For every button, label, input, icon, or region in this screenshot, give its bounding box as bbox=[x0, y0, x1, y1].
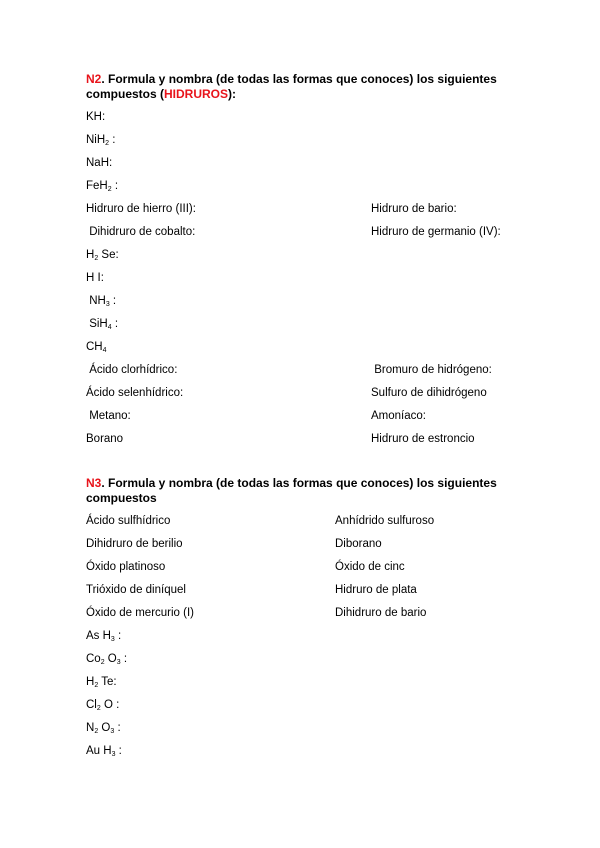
item-sulfuro-dihidrogeno: Sulfuro de dihidrógeno bbox=[371, 387, 487, 399]
item-feh2: FeH$_2$ : bbox=[86, 180, 119, 193]
n2-heading-line1 bbox=[86, 72, 497, 87]
item-kh: KH: bbox=[86, 111, 106, 123]
item-acido-selenhidrico: Ácido selenhídrico: bbox=[86, 387, 184, 399]
item-hidruro-estroncio: Hidruro de estroncio bbox=[371, 433, 475, 445]
item-nh3: $NH_3$ : bbox=[86, 295, 117, 308]
item-dihidruro-bario: Dihidruro de bario bbox=[335, 607, 427, 619]
item-dihidruro-cobalto: Dihidruro de cobalto: bbox=[86, 226, 196, 238]
item-h2te: $H_2$ Te: bbox=[86, 676, 117, 689]
item-n2o3: $N_2$ $O_3$ : bbox=[86, 722, 121, 735]
item-ch4: $CH_4$ bbox=[86, 341, 107, 354]
item-trioxido-diniquel: Trióxido de diníquel bbox=[86, 584, 186, 596]
item-hidruro-hierro: Hidruro de hierro (III): bbox=[86, 203, 196, 215]
item-oxido-cinc: Óxido de cinc bbox=[335, 561, 405, 573]
item-ash3: As $H_3$ : bbox=[86, 630, 122, 643]
n3-title-a: . Formula y nombra (de todas las formas que conoces) los siguientes bbox=[101, 476, 497, 490]
n2-title-a: . Formula y nombra (de todas las formas que conoces) los siguientes bbox=[101, 72, 497, 86]
item-co2o3: $Co_2$ $O_3$ : bbox=[86, 653, 128, 666]
n3-number: N3 bbox=[86, 476, 102, 490]
item-auh3: Au $H_3$ : bbox=[86, 745, 122, 758]
item-oxido-mercurio: Óxido de mercurio (I) bbox=[86, 607, 195, 619]
n2-title-c: ): bbox=[228, 87, 237, 101]
item-bromuro-hidrogeno: Bromuro de hidrógeno: bbox=[371, 364, 492, 376]
item-dihidruro-berilio: Dihidruro de berilio bbox=[86, 538, 183, 550]
n2-title-b: compuestos ( bbox=[86, 87, 165, 101]
n2-keyword: HIDRUROS bbox=[164, 87, 229, 101]
n3-heading-line1 bbox=[86, 476, 497, 491]
item-metano: Metano: bbox=[86, 410, 131, 422]
item-sih4: SiH$_4$ : bbox=[86, 318, 119, 331]
item-acido-clorhidrico: Ácido clorhídrico: bbox=[86, 364, 178, 376]
item-diborano: Diborano bbox=[335, 538, 382, 550]
item-oxido-platinoso: Óxido platinoso bbox=[86, 561, 166, 573]
item-hidruro-bario: Hidruro de bario: bbox=[371, 203, 457, 215]
item-nah: NaH: bbox=[86, 157, 113, 169]
item-nih2: NiH$_2$ : bbox=[86, 134, 116, 147]
item-hidruro-plata: Hidruro de plata bbox=[335, 584, 417, 596]
n2-number: N2 bbox=[86, 72, 102, 86]
n2-heading-line2 bbox=[86, 87, 236, 102]
item-h2se: $H_2$ Se: bbox=[86, 249, 119, 262]
item-amoniaco: Amoníaco: bbox=[371, 410, 426, 422]
item-borano: Borano bbox=[86, 433, 124, 445]
item-acido-sulfhidrico: Ácido sulfhídrico bbox=[86, 515, 171, 527]
n3-heading-line2: compuestos bbox=[86, 491, 157, 505]
item-anhidrido-sulfuroso: Anhídrido sulfuroso bbox=[335, 515, 435, 527]
item-hidruro-germanio: Hidruro de germanio (IV): bbox=[371, 226, 501, 238]
item-hi: H I: bbox=[86, 272, 104, 284]
item-cl2o: $Cl_2$ O : bbox=[86, 699, 120, 712]
